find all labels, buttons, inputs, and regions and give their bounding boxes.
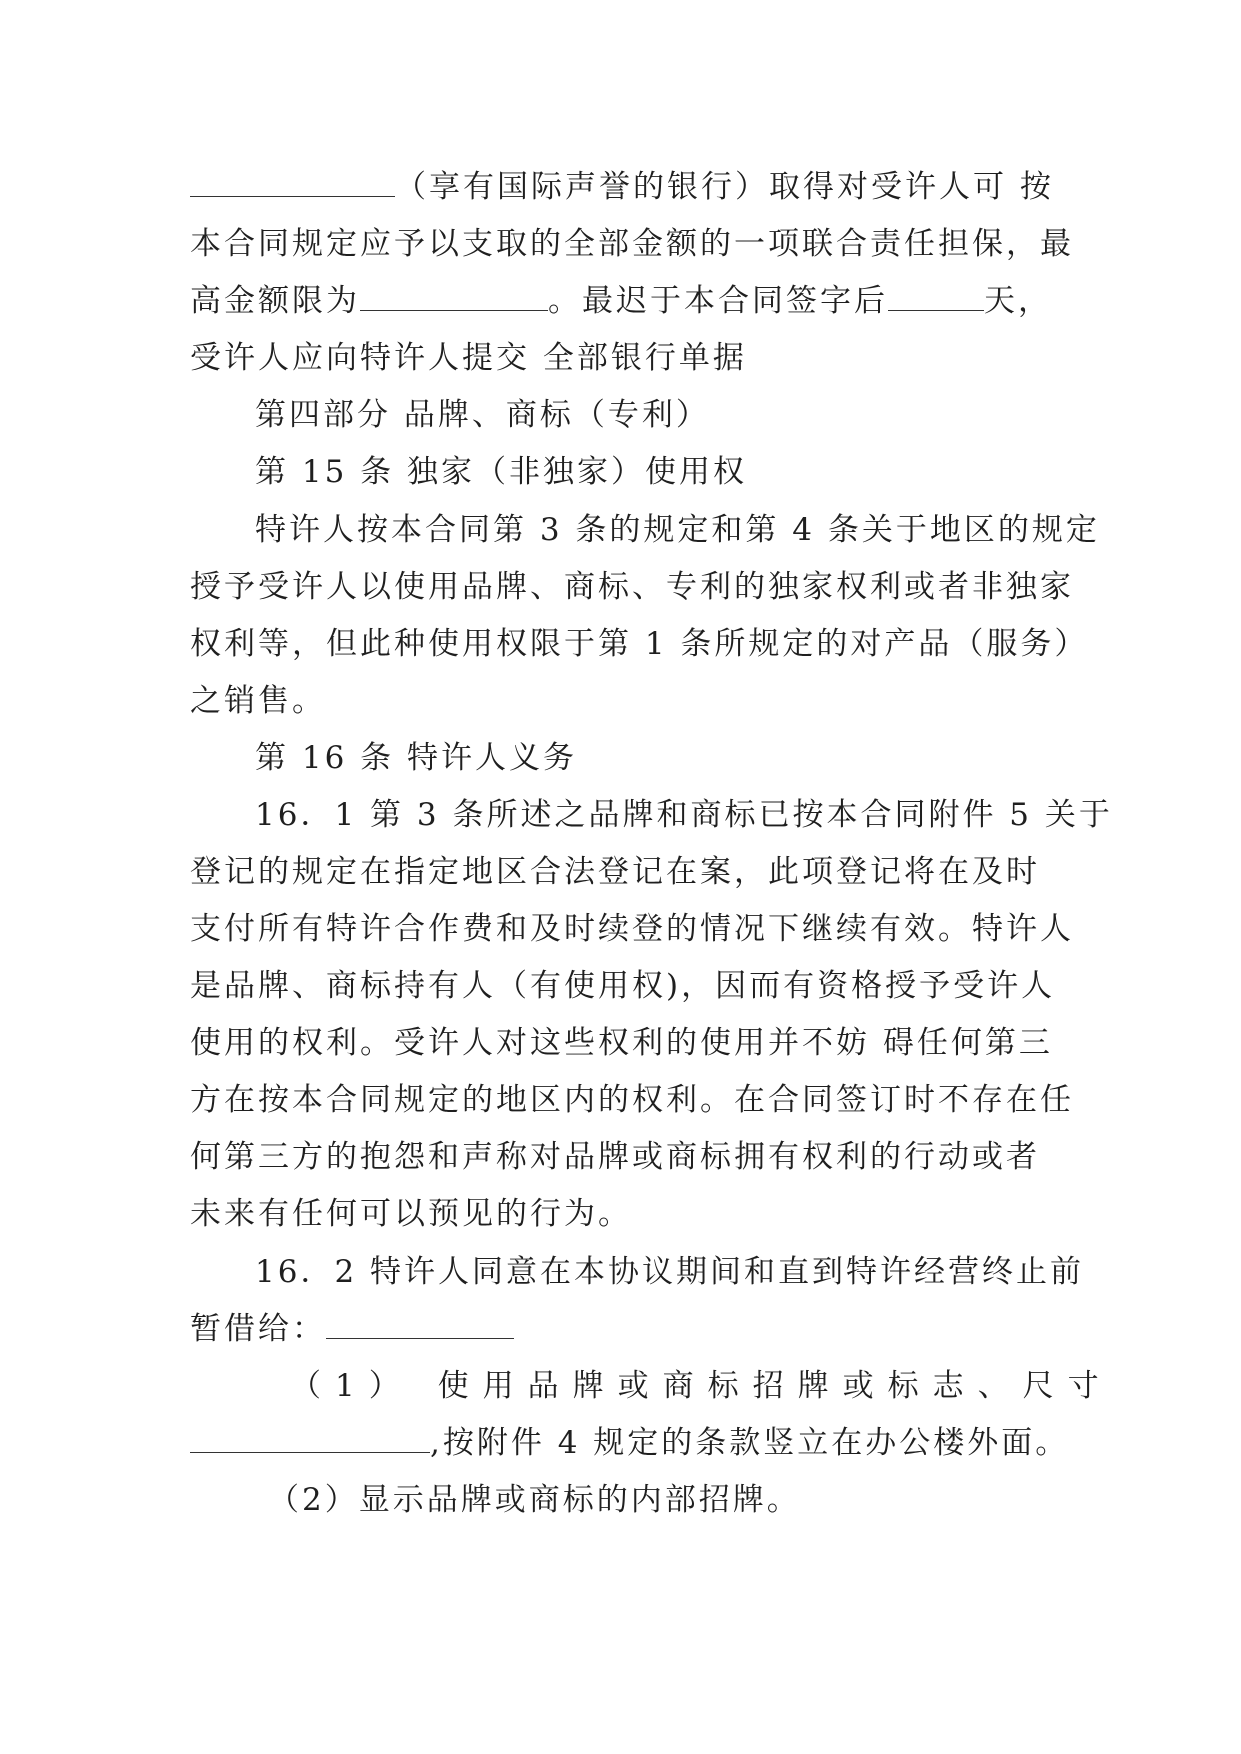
paragraph-line: 特许人按本合同第 3 条的规定和第 4 条关于地区的规定 — [255, 512, 1100, 548]
text-run: 天， — [984, 283, 1052, 319]
text-run: 暂借给： — [190, 1311, 326, 1347]
paragraph-line: 登记的规定在指定地区合法登记在案，此项登记将在及时 — [190, 854, 1040, 890]
text-run: ,按附件 4 规定的条款竖立在办公楼外面。 — [430, 1425, 1070, 1461]
paragraph-line: 受许人应向特许人提交 全部银行单据 — [190, 340, 747, 376]
section-heading: 第四部分 品牌、商标（专利） — [255, 397, 710, 433]
fill-in-blank — [360, 284, 548, 311]
paragraph-line: 方在按本合同规定的地区内的权利。在合同签订时不存在任 — [190, 1082, 1074, 1118]
article-heading: 第 16 条 特许人义务 — [255, 740, 578, 776]
text-run: 。最迟于本合同签字后 — [548, 283, 888, 319]
list-item-continuation — [190, 1423, 1070, 1463]
paragraph-line: 本合同规定应予以支取的全部金额的一项联合责任担保，最 — [190, 226, 1074, 262]
fill-in-blank — [326, 1312, 514, 1339]
fill-in-blank — [888, 284, 984, 311]
paragraph-line: 支付所有特许合作费和及时续登的情况下继续有效。特许人 — [190, 911, 1074, 947]
fill-in-blank — [190, 170, 395, 197]
paragraph-line: 16．2 特许人同意在本协议期间和直到特许经营终止前 — [255, 1254, 1085, 1290]
text-run: 高金额限为 — [190, 283, 360, 319]
paragraph-line: 何第三方的抱怨和声称对品牌或商标拥有权利的行动或者 — [190, 1139, 1040, 1175]
paragraph-line: 之销售。 — [190, 683, 326, 719]
paragraph-line — [190, 281, 1060, 321]
fill-in-blank — [190, 1426, 430, 1453]
paragraph-line — [190, 1309, 1060, 1349]
paragraph-line: 授予受许人以使用品牌、商标、专利的独家权利或者非独家 — [190, 569, 1074, 605]
text-run: （享有国际声誉的银行）取得对受许人可 按 — [395, 169, 1054, 205]
list-item: （1） 使用品牌或商标招牌或标志、尺寸 — [290, 1368, 1113, 1404]
paragraph-line: 是品牌、商标持有人（有使用权)，因而有资格授予受许人 — [190, 968, 1056, 1004]
paragraph-line: 16．1 第 3 条所述之品牌和商标已按本合同附件 5 关于 — [255, 797, 1113, 833]
paragraph-line: 使用的权利。受许人对这些权利的使用并不妨 碍任何第三 — [190, 1025, 1053, 1061]
paragraph-line — [190, 167, 1060, 207]
paragraph-line: 权利等，但此种使用权限于第 1 条所规定的对产品（服务） — [190, 626, 1089, 662]
paragraph-line: 未来有任何可以预见的行为。 — [190, 1196, 632, 1232]
list-item: （2）显示品牌或商标的内部招牌。 — [268, 1482, 801, 1518]
article-heading: 第 15 条 独家（非独家）使用权 — [255, 454, 748, 490]
